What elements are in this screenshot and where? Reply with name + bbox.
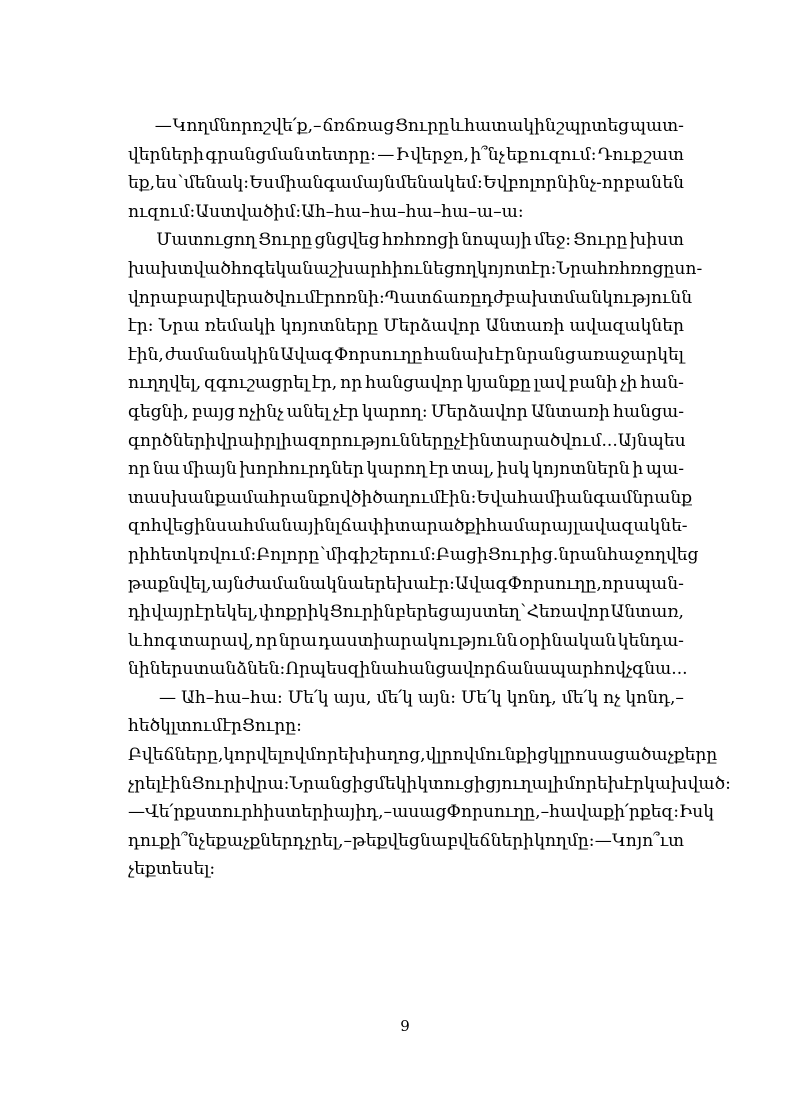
word: մե՛կ [376, 687, 413, 708]
word: ստանձնեն: [182, 659, 286, 680]
text-line [128, 341, 684, 370]
word: քամահրանքով [214, 487, 351, 508]
text-line [128, 627, 684, 656]
text-line [128, 712, 684, 741]
word: չի [620, 373, 638, 394]
word: եք, [128, 173, 156, 194]
word: ոռնի: [334, 287, 385, 308]
word: կարող: [361, 401, 428, 422]
word: մանկությունն [564, 287, 693, 308]
word: Ցուրին [329, 602, 395, 623]
text-line [128, 798, 714, 827]
word: էր [315, 287, 335, 308]
word: Ցուրը [258, 230, 313, 251]
word: Մե՛կ [460, 687, 502, 708]
word: Եվ [483, 173, 508, 194]
word: էր: [429, 573, 455, 594]
word: էին, [128, 344, 164, 365]
word: էին [161, 773, 192, 794]
word: կողմը: [534, 830, 595, 851]
word: ուզում: [128, 201, 196, 222]
word: էր: [530, 258, 557, 279]
word: հոգեկան [230, 258, 314, 279]
word: էր [429, 459, 449, 480]
word: բվեճների [447, 830, 535, 851]
word: վլրովմունքից [425, 745, 549, 766]
word: չրել [128, 773, 162, 794]
text-line [128, 655, 688, 684]
word: էր [624, 773, 645, 794]
word: երեխա [364, 573, 430, 594]
word: հանցավոր [365, 373, 464, 394]
word: ասաց [392, 802, 447, 823]
word: Ցուրը [395, 116, 450, 136]
word: միանգամայն [274, 173, 395, 194]
word: Աստված [195, 201, 274, 222]
word: ոչ [603, 687, 621, 708]
word: էր [495, 344, 515, 365]
word: յուղալի [496, 773, 564, 794]
word: ահա [500, 487, 545, 508]
word: նրան [558, 544, 608, 565]
word: բայց [191, 401, 235, 422]
word: հեծկլտում [128, 716, 223, 737]
body-text [128, 112, 731, 884]
word: Անտառի [530, 401, 610, 422]
word: համար [486, 516, 552, 537]
word: Ցուրի [191, 773, 246, 794]
text-line [128, 570, 684, 599]
word: մի [325, 544, 348, 565]
word: հռհռոցի [382, 230, 460, 251]
word: ի՞նչ [170, 830, 205, 851]
word: եմ: [455, 173, 483, 194]
word: խիստ [629, 230, 684, 251]
word: տարավ, [178, 630, 254, 651]
word: են [662, 173, 684, 194]
word: Ցուրը: [242, 716, 302, 737]
word: Կողմնորոշվե՛ք,– [172, 116, 322, 136]
word: աշխարհի [313, 258, 403, 279]
word: վորաբար [128, 287, 215, 308]
text-line [128, 684, 684, 713]
text-line [128, 255, 703, 284]
word: թաքնվել, [128, 573, 212, 594]
word: այն: [417, 687, 456, 708]
word: մի [544, 487, 567, 508]
word: վերջո, [410, 144, 469, 165]
word: եք [506, 144, 528, 165]
text-line [128, 284, 693, 313]
word: նա [152, 459, 180, 480]
word: Բոլորը՝ [256, 544, 326, 565]
word: — [377, 144, 395, 165]
word: խախտված [128, 258, 231, 279]
paragraph-para-5 [128, 798, 714, 884]
word: — [154, 116, 172, 136]
word: ճռճռաց [322, 116, 395, 136]
word: կոյոտները [280, 316, 379, 337]
word: և [128, 630, 142, 651]
word: իմ: [273, 201, 302, 222]
word: կյանքը [466, 373, 531, 394]
word: գիշերում: [347, 544, 436, 565]
page-number: 9 [400, 1017, 410, 1035]
word: մե՛կ [561, 687, 599, 708]
word: րի [128, 544, 150, 565]
word: եք [205, 830, 227, 851]
word: որ [255, 630, 278, 651]
word: այն [211, 573, 245, 594]
text-line [128, 112, 684, 141]
word: գրանցման [205, 144, 305, 165]
text-line [128, 512, 688, 541]
text-line [128, 770, 731, 799]
word: աչքներդ [226, 830, 305, 851]
word: հանախ [423, 344, 495, 365]
word: շպրտեց [556, 116, 630, 136]
word: իր [253, 430, 276, 451]
word: Իսկ [678, 802, 714, 823]
word: ծիծաղում [350, 487, 441, 508]
text-line [128, 369, 684, 398]
word: ի [632, 459, 644, 480]
word: սո- [674, 258, 703, 279]
word: Մե՛կ [287, 687, 329, 708]
paragraph-para-4 [128, 741, 731, 798]
word: — [158, 687, 177, 708]
word: առաջարկել [576, 344, 684, 365]
word: նոպայի [461, 230, 532, 251]
word: վայր [151, 602, 195, 623]
word: այստեղ՝ [449, 602, 527, 623]
text-line [128, 598, 684, 627]
text-line [128, 455, 684, 484]
word: իսկ [496, 459, 530, 480]
word: հռհռոցը [597, 258, 675, 279]
text-line [128, 741, 718, 770]
word: օրինական [519, 630, 617, 651]
word: բան [624, 173, 662, 194]
text-line [128, 141, 684, 170]
word: ավազակներ [569, 316, 684, 337]
word: Մերձավոր [383, 316, 481, 337]
word: Ահ–հա–հա: [181, 687, 283, 708]
text-line [128, 855, 684, 884]
word: դաստիարակությունն [318, 630, 518, 651]
word: փոքրիկ [258, 602, 330, 623]
word: սահմանային [215, 516, 336, 537]
word: նա [420, 830, 448, 851]
text-line [128, 312, 684, 341]
word: մենակ: [183, 173, 250, 194]
text-line [128, 198, 684, 227]
word: մեկի [373, 773, 418, 794]
word: վերածվում [214, 287, 316, 308]
word: մորեխիսղոց, [304, 745, 426, 766]
word: հետ [149, 544, 188, 565]
word: Եվ [476, 487, 501, 508]
text-line [128, 541, 699, 570]
word: հանցավոր [397, 659, 496, 680]
word: ուղղվել, [128, 373, 202, 394]
text-line [128, 427, 684, 456]
word: լավ [533, 373, 566, 394]
word: բոլորն [507, 173, 568, 194]
word: կլրոսացած [548, 745, 652, 766]
word: հիստերիայիդ,– [252, 802, 393, 823]
word: սպան- [623, 573, 684, 594]
word: ինչ-որ [568, 173, 624, 194]
word: բանի [568, 373, 618, 394]
word: կոյոտ [476, 258, 531, 279]
word: ի՞նչ [470, 144, 505, 165]
word: պատ- [629, 116, 684, 136]
word: Ես [249, 173, 275, 194]
word: նա [370, 659, 398, 680]
word: ես՝ [155, 173, 184, 194]
word: տետրը: [305, 144, 376, 165]
word: նրանց [515, 344, 576, 365]
word: հոգ [142, 630, 177, 651]
word: տասխան [128, 487, 215, 508]
word: էր, [312, 373, 338, 394]
word: կախված: [644, 773, 731, 794]
word: ունեցող [402, 258, 477, 279]
word: կոնդ,– [625, 687, 684, 708]
word: նա [336, 573, 364, 594]
word: Նրա [158, 316, 200, 337]
word: Պատճառը [384, 287, 482, 308]
word: լիազորությունները [275, 430, 454, 451]
word: Մերձավոր [430, 401, 528, 422]
word: Հեռավոր [526, 602, 610, 623]
word: Բացի [435, 544, 488, 565]
paragraph-para-2 [128, 226, 703, 684]
word: պա- [645, 459, 684, 480]
word: և [449, 116, 464, 136]
word: շատ [643, 144, 684, 165]
word: գործների [128, 430, 216, 451]
word: նրա [278, 630, 317, 651]
word: Մատուցող [156, 230, 256, 251]
word: խորհուրդներ [239, 459, 364, 480]
word: հան- [640, 373, 684, 394]
word: Ցուրը [573, 230, 628, 251]
word: գեցնի, [128, 401, 189, 422]
word: կռվում: [187, 544, 257, 565]
word: կարող [366, 459, 427, 480]
word: Այնպես [617, 430, 686, 451]
word: զգուշացրել [204, 373, 310, 394]
first-line-indent [128, 684, 154, 713]
word: մեջ: [533, 230, 572, 251]
word: Փորսուղը,– [446, 802, 550, 823]
word: քեզ: [639, 802, 679, 823]
text-line [128, 226, 684, 255]
word: էր [222, 716, 243, 737]
word: — [128, 802, 146, 823]
word: տարածքի [394, 516, 487, 537]
word: հաջողվեց [607, 544, 699, 565]
word: վերների [128, 144, 204, 165]
word: Նրա [556, 258, 598, 279]
word: լճափի [335, 516, 395, 537]
word: Վե՛րք [145, 802, 196, 823]
word: որ [128, 459, 151, 480]
word: թեքվեց [352, 830, 420, 851]
word: տալ, [451, 459, 495, 480]
word: ժամանակին [164, 344, 280, 365]
word: դժբախտ [481, 287, 564, 308]
word: Ի [395, 144, 409, 165]
word: այս, [333, 687, 372, 708]
word: այլ [551, 516, 579, 537]
word: անել [286, 401, 330, 422]
word: ճանապարհով [495, 659, 627, 680]
word: հատակին [464, 116, 556, 136]
word: Ցուրից. [487, 544, 559, 565]
word: չեք [128, 859, 156, 880]
word: որ [601, 573, 624, 594]
word: տարածվում... [490, 430, 618, 451]
word: ուզում: [529, 144, 597, 165]
word: դի [128, 602, 151, 623]
word: Ահ–հա–հա–հա–հա–ա–ա: [301, 201, 524, 222]
word: Անտառ, [610, 602, 684, 623]
word: անգամ [566, 487, 633, 508]
word: ոչինչ [238, 401, 284, 422]
paragraph-para-3 [128, 684, 684, 741]
word: Փորսուղը [333, 344, 423, 365]
word: Անտառի [485, 316, 565, 337]
word: չէր [332, 401, 359, 422]
word: ռեմակի [204, 316, 276, 337]
word: կորվելով [223, 745, 305, 766]
word: Ավագ [454, 573, 508, 594]
word: կտուցից [417, 773, 497, 794]
word: ստուր [195, 802, 253, 823]
word: դուք [128, 830, 171, 851]
word: Դուք [597, 144, 643, 165]
word: չէին [453, 430, 491, 451]
word: վրա: [245, 773, 290, 794]
word: միայն [182, 459, 237, 480]
text-line [128, 169, 684, 198]
word: տեսել: [155, 859, 216, 880]
word: Որպեսզի [285, 659, 371, 680]
text-line [128, 398, 684, 427]
word: Փորսուղը, [507, 573, 602, 594]
word: չրել,– [304, 830, 353, 851]
word: մենակ [395, 173, 455, 194]
word: չգնա... [626, 659, 688, 680]
text-line [128, 484, 693, 513]
word: Նրանցից [289, 773, 374, 794]
text-line [128, 827, 684, 856]
word: մորեխ [563, 773, 625, 794]
word: կոյոտներն [532, 459, 630, 480]
word: Կոյո՞ւտ [612, 830, 684, 851]
word: հավաքի՛ր [549, 802, 640, 823]
word: էին: [440, 487, 477, 508]
paragraph-para-1 [128, 112, 684, 226]
word: էր [195, 602, 215, 623]
word: — [594, 830, 612, 851]
first-line-indent [128, 226, 154, 255]
word: նրանք [632, 487, 693, 508]
first-line-indent [128, 112, 154, 141]
word: եկել, [215, 602, 259, 623]
word: էր: [128, 316, 154, 337]
word: ցնցվեց [314, 230, 380, 251]
word: նիներ [128, 659, 183, 680]
word: վրա [215, 430, 254, 451]
word: կոնդ, [506, 687, 557, 708]
word: աչքերը [651, 745, 718, 766]
word: ավազակնե- [578, 516, 688, 537]
word: որ [340, 373, 363, 394]
word: զոհվեցին [128, 516, 216, 537]
word: բերեց [395, 602, 450, 623]
word: կենդա- [617, 630, 684, 651]
word: Ավագ [280, 344, 333, 365]
word: հանցա- [613, 401, 684, 422]
word: Բվեճները, [128, 745, 224, 766]
word: ժամանակ [244, 573, 337, 594]
